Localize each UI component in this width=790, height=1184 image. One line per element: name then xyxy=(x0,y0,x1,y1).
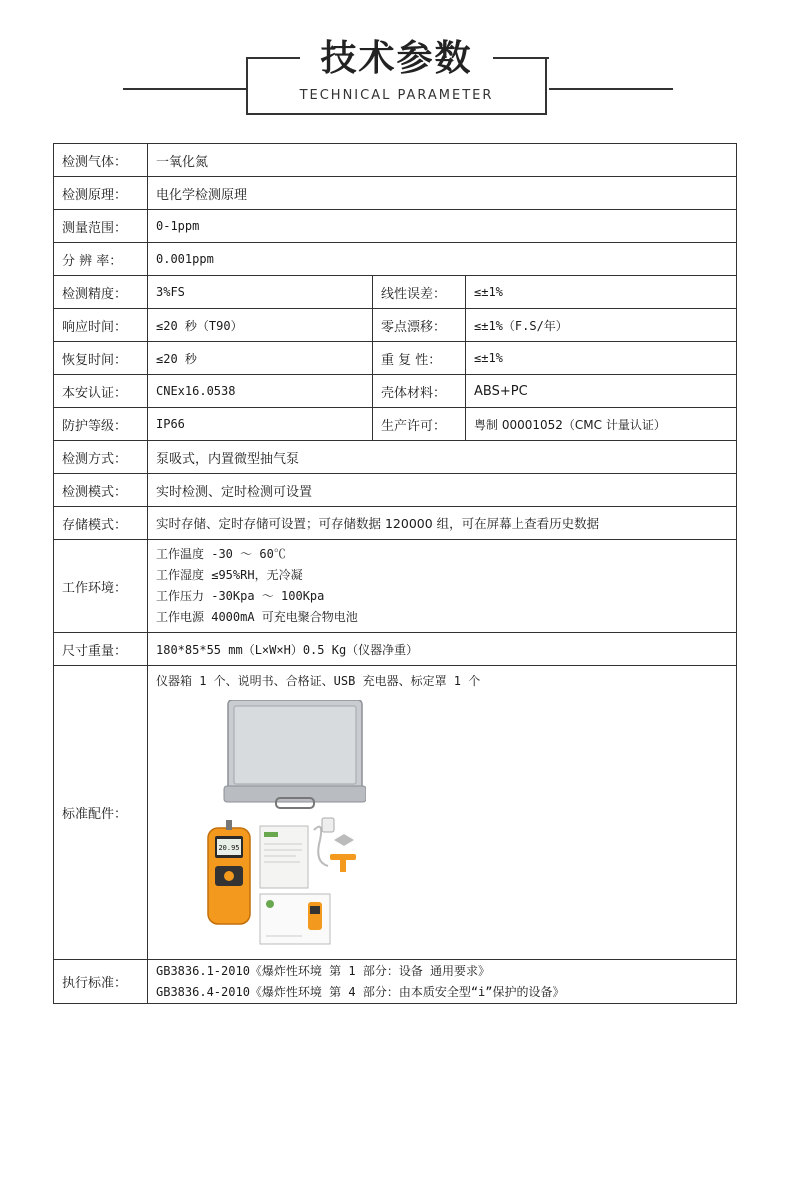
header-line-right xyxy=(549,88,673,90)
table-row xyxy=(54,666,737,960)
row-value: 0.001ppm xyxy=(148,243,737,276)
header-line-left xyxy=(123,88,246,90)
row-label: 测量范围： xyxy=(54,210,148,243)
row-value-2: ≤±1%（F.S/年） xyxy=(466,309,737,342)
env-line: 工作温度 -30 ～ 60℃ xyxy=(156,547,286,561)
row-value-2: ABS+PC xyxy=(466,375,737,408)
row-label: 工作环境： xyxy=(54,540,148,633)
header-frame-top-left xyxy=(246,57,300,59)
section-header xyxy=(0,0,790,140)
row-value: ≤20 秒（T90） xyxy=(148,309,373,342)
table-row xyxy=(54,540,737,633)
spec-table xyxy=(53,143,737,1004)
row-value: IP66 xyxy=(148,408,373,441)
row-label-2: 重 复 性： xyxy=(373,342,466,375)
row-label: 分 辨 率： xyxy=(54,243,148,276)
row-label: 响应时间： xyxy=(54,309,148,342)
row-label-2: 零点漂移： xyxy=(373,309,466,342)
row-value-lines xyxy=(148,960,737,1004)
row-label: 检测方式： xyxy=(54,441,148,474)
table-row xyxy=(54,342,737,375)
gas-detector-icon xyxy=(208,820,250,924)
row-value: 实时存储、定时存储可设置；可存储数据 120000 组，可在屏幕上查看历史数据 xyxy=(148,507,737,540)
standard-line: GB3836.4-2010《爆炸性环境 第 4 部分：由本质安全型“i”保护的设备》 xyxy=(156,984,565,999)
standard-line: GB3836.1-2010《爆炸性环境 第 1 部分：设备 通用要求》 xyxy=(156,963,491,978)
row-label-2: 壳体材料： xyxy=(373,375,466,408)
calibration-cap-icon xyxy=(330,834,356,872)
row-value: 180*85*55 mm（L×W×H）0.5 Kg（仪器净重） xyxy=(148,633,737,666)
row-value-lines xyxy=(148,540,737,633)
row-label: 检测气体： xyxy=(54,144,148,177)
table-row xyxy=(54,507,737,540)
product-accessories-image xyxy=(206,700,366,948)
row-value: 电化学检测原理 xyxy=(148,177,737,210)
table-row xyxy=(54,177,737,210)
table-row xyxy=(54,960,737,1004)
row-value: 3%FS xyxy=(148,276,373,309)
table-row xyxy=(54,633,737,666)
header-frame-top-right xyxy=(493,57,549,59)
env-line: 工作电源 4000mA 可充电聚合物电池 xyxy=(156,610,358,624)
table-row xyxy=(54,309,737,342)
page-subtitle: TECHNICAL PARAMETER xyxy=(299,88,494,103)
table-row xyxy=(54,243,737,276)
row-value: ≤20 秒 xyxy=(148,342,373,375)
row-label: 尺寸重量： xyxy=(54,633,148,666)
row-value: 仪器箱 1 个、说明书、合格证、USB 充电器、标定罩 1 个 xyxy=(156,674,481,688)
row-label-2: 线性误差： xyxy=(373,276,466,309)
accessories-cell xyxy=(148,666,737,960)
table-row xyxy=(54,210,737,243)
row-value-2: ≤±1% xyxy=(466,276,737,309)
table-row xyxy=(54,375,737,408)
row-value: 一氧化氮 xyxy=(148,144,737,177)
row-value: 泵吸式，内置微型抽气泵 xyxy=(148,441,737,474)
row-label: 检测模式： xyxy=(54,474,148,507)
table-row xyxy=(54,408,737,441)
row-value: 实时检测、定时检测可设置 xyxy=(148,474,737,507)
row-label: 防护等级： xyxy=(54,408,148,441)
table-row xyxy=(54,144,737,177)
table-row xyxy=(54,441,737,474)
row-label-2: 生产许可： xyxy=(373,408,466,441)
row-label: 本安认证： xyxy=(54,375,148,408)
row-label: 恢复时间： xyxy=(54,342,148,375)
row-value: CNEx16.0538 xyxy=(148,375,373,408)
row-label: 检测精度： xyxy=(54,276,148,309)
row-label: 检测原理： xyxy=(54,177,148,210)
row-value-2: 粤制 00001052（CMC 计量认证） xyxy=(466,408,737,441)
page-title: 技术参数 xyxy=(320,38,473,79)
row-label: 存储模式： xyxy=(54,507,148,540)
row-value: 0-1ppm xyxy=(148,210,737,243)
product-booklet-icon xyxy=(260,894,330,944)
row-label: 执行标准： xyxy=(54,960,148,1004)
manual-icon xyxy=(260,826,308,888)
env-line: 工作压力 -30Kpa ～ 100Kpa xyxy=(156,589,325,603)
device-reading: 20.95 xyxy=(218,844,240,852)
table-row xyxy=(54,474,737,507)
carry-case-icon xyxy=(224,700,366,808)
table-row xyxy=(54,276,737,309)
row-label: 标准配件： xyxy=(54,666,148,960)
env-line: 工作湿度 ≤95%RH，无冷凝 xyxy=(156,568,303,582)
row-value-2: ≤±1% xyxy=(466,342,737,375)
